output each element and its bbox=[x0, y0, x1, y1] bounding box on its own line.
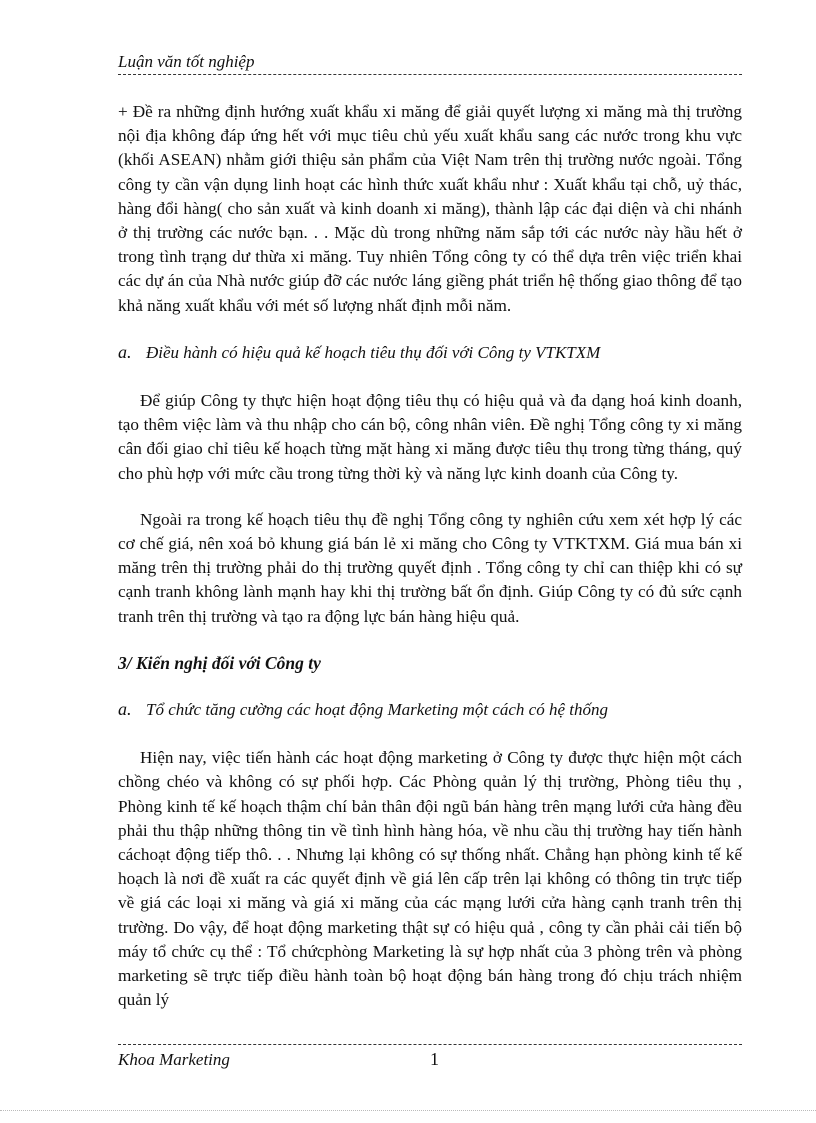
document-body bbox=[118, 100, 742, 1035]
subheading-marketing bbox=[118, 697, 742, 722]
page-footer bbox=[118, 1044, 742, 1070]
paragraph-pricing-mechanism: Ngoài ra trong kế hoạch tiêu thụ đề nghị Tổng công ty nghiên cứu xem xét hợp lý các cơ chế giá, nên xoá bỏ khung giá bán lẻ xi măng cho Công ty VTKTXM. Giá mua bán xi măng trên thị trường phải do thị trường quyết định . Tổng công ty chỉ can thiệp khi có sự cạnh tranh không lành mạnh hay khi thị trường bất ổn định. Giúp Công ty có đủ sức cạnh tranh trên thị trường và tạo ra động lực bán hàng hiệu quả. bbox=[118, 509, 742, 626]
paragraph-marketing-activities: Hiện nay, việc tiến hành các hoạt động marketing ở Công ty được thực hiện một cách chồng chéo và không có sự phối hợp. Các Phòng quản lý thị trường, Phòng tiêu thụ , Phòng kinh tế kế hoạch thậm chí bản thân đội ngũ bán hàng trên mạng lưới cửa hàng đều phải thu thập những thông tin về tình hình hàng hóa, về nhu cầu thị trường hay tiến hành cáchoạt động tiếp thô. . . Nhưng lại không có sự thống nhất. Chẳng hạn phòng kinh tế kế hoạch là nơi đề xuất ra các quyết định về giá lên cấp trên lại không có thông tin trực tiếp về giá các loại xi măng và giá xi măng của các mạng lưới cửa hàng cạnh tranh trên thị trường. Do vậy, để hoạt động marketing thật sự có hiệu quả , công ty cần phải cải tiến bộ máy tổ chức cụ thể : Tổ chứcphòng Marketing là sự hợp nhất của 3 phòng trên và phòng marketing sẽ trực tiếp điều hành toàn bộ hoạt động bán hàng trong đó chịu trách nhiệm quản lý bbox=[118, 748, 742, 1010]
subheading-marker: a. bbox=[118, 699, 132, 720]
page-bottom-border bbox=[0, 1110, 816, 1111]
header-title: Luận văn tốt nghiệp bbox=[118, 52, 255, 71]
subheading-text: Tổ chức tăng cường các hoạt động Marketing một cách có hệ thống bbox=[146, 700, 608, 720]
paragraph-sales-support: Để giúp Công ty thực hiện hoạt động tiêu thụ có hiệu quả và đa dạng hoá kinh doanh, tạo thêm việc làm và thu nhập cho cán bộ, công nhân viên. Đề nghị Tổng công ty xi măng cân đối giao chỉ tiêu kế hoạch từng mặt hàng xi măng được tiêu thụ trong từng tháng, quý cho phù hợp với mức cầu trong từng thời kỳ và năng lực kinh doanh của Công ty. bbox=[118, 391, 742, 483]
subheading-text: Điều hành có hiệu quả kế hoạch tiêu thụ đối với Công ty VTKTXM bbox=[146, 342, 601, 362]
subheading-sales-plan bbox=[118, 340, 742, 365]
paragraph-export-orientation: + Đề ra những định hướng xuất khẩu xi măng để giải quyết lượng xi măng mà thị trường nội địa không đáp ứng hết với mục tiêu chủ yếu xuất khẩu sang các nước trong khu vực (khối ASEAN) nhằm giới thiệu sản phẩm của Việt Nam trên thị trường nước ngoài. Tổng công ty cần vận dụng linh hoạt các hình thức xuất khẩu như : Xuất khẩu tại chỗ, uỷ thác, hàng đổi hàng( cho sản xuất và kinh doanh xi măng), thành lập các đại diện và chi nhánh ở thị trường các nước bạn. . . Mặc dù trong những năm sắp tới các nước này hầu hết ở trong tình trạng dư thừa xi măng. Tuy nhiên Tổng công ty có thể dựa trên việc triển khai các dự án của Nhà nước giúp đỡ các nước láng giềng phát triển hệ thống giao thông để tạo khả năng xuất khẩu với mét số lượng nhất định mỗi năm. bbox=[118, 102, 742, 315]
page-header bbox=[118, 52, 742, 75]
footer-department: Khoa Marketing bbox=[118, 1050, 230, 1069]
section-heading: 3/ Kiến nghị đối với Công ty bbox=[118, 652, 321, 673]
subheading-marker: a. bbox=[118, 341, 132, 362]
page-number: 1 bbox=[430, 1049, 439, 1069]
